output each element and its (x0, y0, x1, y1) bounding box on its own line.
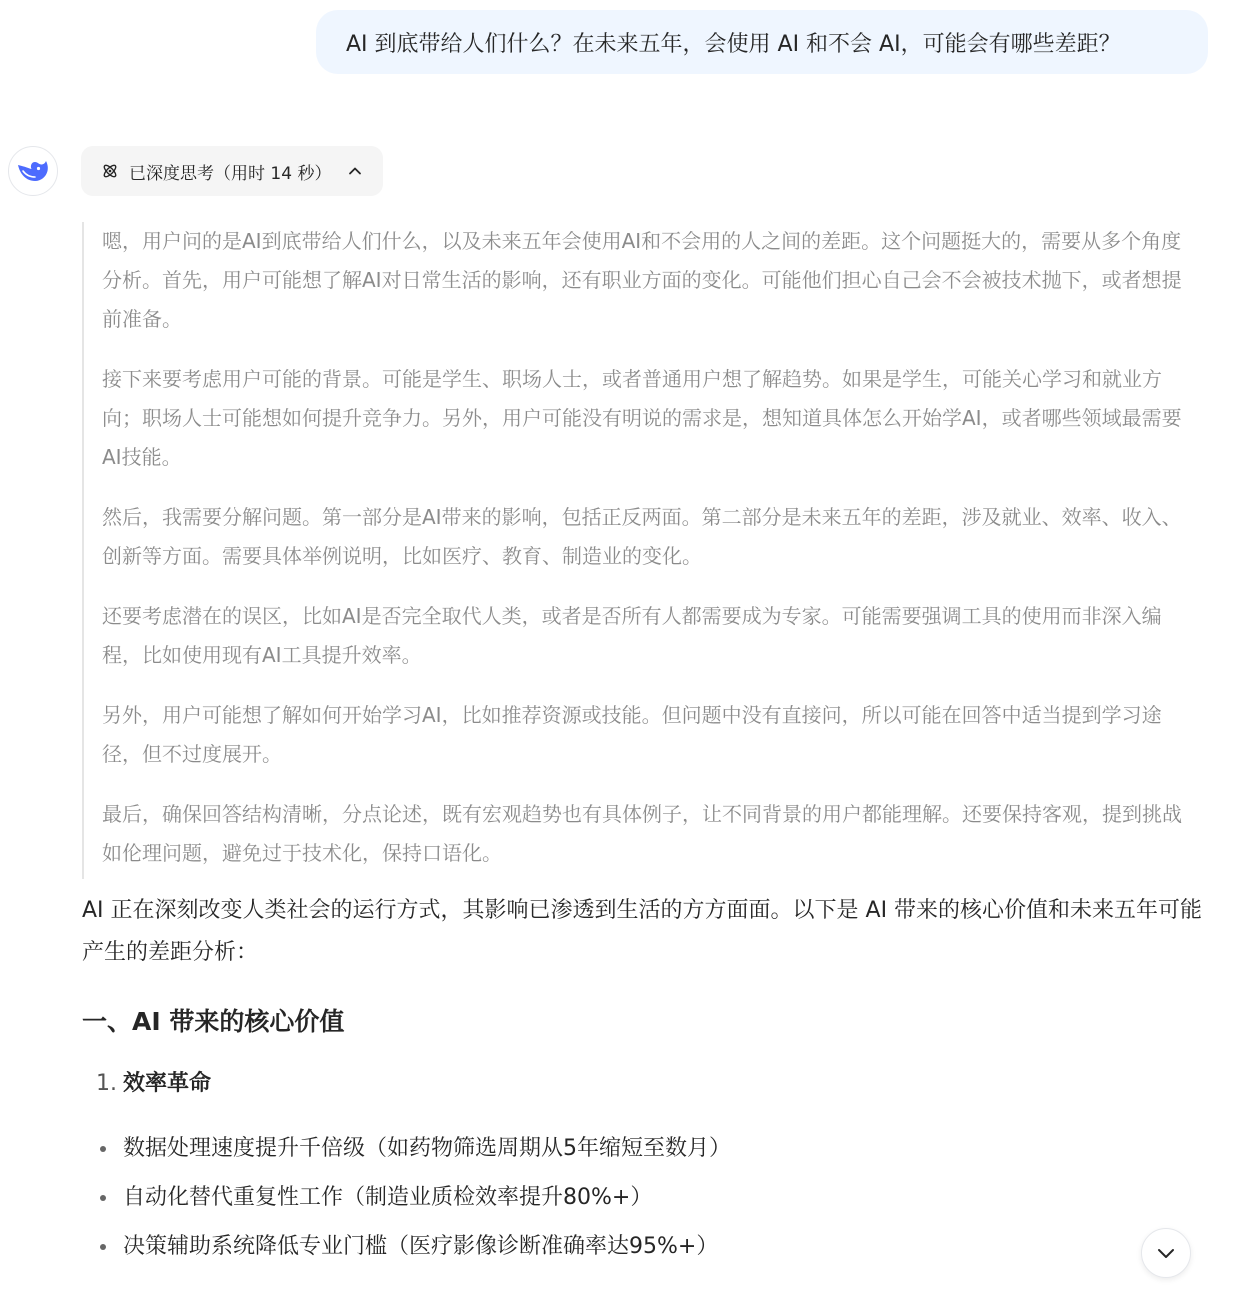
user-message-bubble (316, 10, 1208, 74)
atom-icon (101, 162, 119, 180)
section-heading: 一、AI 带来的核心价值 (82, 1007, 345, 1036)
thinking-paragraph: 最后，确保回答结构清晰，分点论述，既有宏观趋势也有具体例子，让不同背景的用户都能理解。还要保持客观，提到挑战如伦理问题，避免过于技术化，保持口语化。 (102, 802, 1182, 865)
ordered-list-item (96, 1064, 1207, 1104)
chevron-up-icon (347, 163, 363, 179)
bullet-item: 决策辅助系统降低专业门槛（医疗影像诊断准确率达95%+） (82, 1222, 1207, 1271)
thinking-paragraph: 然后，我需要分解问题。第一部分是AI带来的影响，包括正反两面。第二部分是未来五年的差距，涉及就业、效率、收入、创新等方面。需要具体举例说明，比如医疗、教育、制造业的变化。 (102, 505, 1182, 568)
thinking-paragraph: 另外，用户可能想了解如何开始学习AI，比如推荐资源或技能。但问题中没有直接问，所以可能在回答中适当提到学习途径，但不过度展开。 (102, 703, 1162, 766)
thinking-paragraph: 还要考虑潜在的误区，比如AI是否完全取代人类，或者是否所有人都需要成为专家。可能需要强调工具的使用而非深入编程，比如使用现有AI工具提升效率。 (102, 604, 1162, 667)
user-message-text: AI 到底带给人们什么？在未来五年，会使用 AI 和不会 AI，可能会有哪些差距？ (346, 31, 1121, 57)
bullet-item: 数据处理速度提升千倍级（如药物筛选周期从5年缩短至数月） (82, 1124, 1207, 1173)
bullet-list (82, 1124, 1207, 1271)
answer-intro: AI 正在深刻改变人类社会的运行方式，其影响已渗透到生活的方方面面。以下是 AI 带来的核心价值和未来五年可能产生的差距分析： (82, 898, 1203, 965)
assistant-answer (82, 890, 1207, 1271)
list-number: 1. (96, 1071, 117, 1096)
bullet-item: 自动化替代重复性工作（制造业质检效率提升80%+） (82, 1173, 1207, 1222)
thinking-paragraph: 接下来要考虑用户可能的背景。可能是学生、职场人士，或者普通用户想了解趋势。如果是学生，可能关心学习和就业方向；职场人士可能想如何提升竞争力。另外，用户可能没有明说的需求是，想知道具体怎么开始学AI，或者哪些领域最需要AI技能。 (102, 367, 1182, 469)
scroll-to-bottom-button[interactable] (1141, 1228, 1191, 1278)
chevron-down-icon (1154, 1241, 1178, 1265)
deep-think-label: 已深度思考（用时 14 秒） (129, 163, 332, 184)
deep-think-toggle[interactable] (81, 146, 383, 196)
thinking-content (82, 222, 1194, 879)
assistant-avatar (8, 146, 58, 196)
deepseek-whale-icon (16, 156, 50, 186)
list-item-title: 效率革命 (123, 1071, 212, 1096)
thinking-paragraph: 嗯，用户问的是AI到底带给人们什么，以及未来五年会使用AI和不会用的人之间的差距。这个问题挺大的，需要从多个角度分析。首先，用户可能想了解AI对日常生活的影响，还有职业方面的变化。可能他们担心自己会不会被技术抛下，或者想提前准备。 (102, 229, 1182, 331)
